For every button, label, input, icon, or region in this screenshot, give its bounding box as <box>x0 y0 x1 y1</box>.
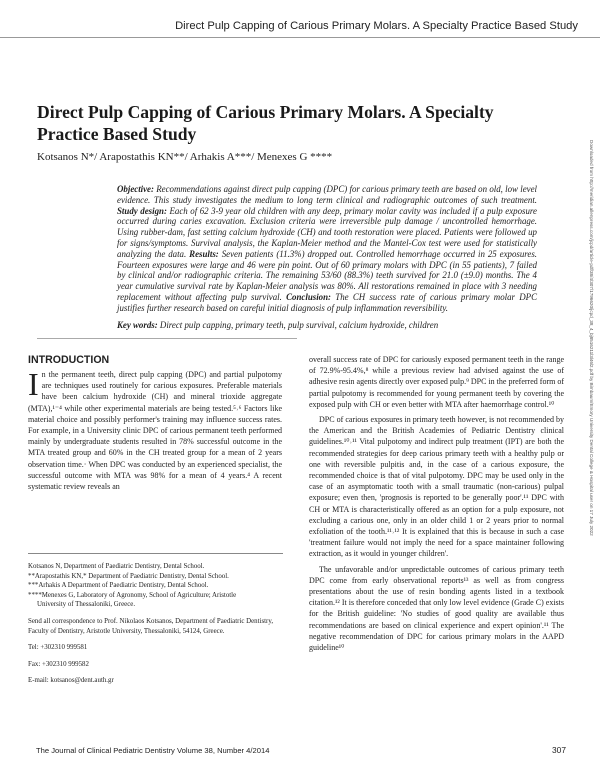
abstract-conclusion: The CH success rate of carious primary molar DPC justifies further research based on careful initial diagnosis of pulp inflammation reversibility. <box>117 291 538 313</box>
download-watermark-text: Downloaded from http://meridian.allenpress.com/jcpd/article-pdf/38/4/307/1796620/jcpd_38_4_bj8516211l3l46l2.pdf by Birnbaum/Emory University Dental College & Hospital user on 17 July 2022 <box>589 140 594 536</box>
abstract-results: Seven patients (11.3%) dropped out. Controlled hemorrhage occurred in 25 exposures. Fourteen exposures were large and 46 were pin point. Out of 60 primary molars with DPC (in 55 patients), 7 failed by clinical and/or radiographic criteria. The remaining 53/60 (88.3%) teeth survived for 21.0 (±9.0) months. The 4 year cumulative survival rate by Kaplan-Meier analysis was 80%. All restorations remained in place with 3 needing replacement without affecting pulp survival. <box>117 248 538 302</box>
left-column <box>28 354 282 496</box>
abstract-conclusion-label: Conclusion: <box>286 291 332 302</box>
abstract-results-label: Results: <box>189 248 219 259</box>
introduction-heading: INTRODUCTION <box>28 354 110 366</box>
correspondence: Send all correspondence to Prof. Nikolaos Kotsanos, Department of Paediatric Dentistry, Faculty of Dentistry, Aristotle University, Thessaloniki, 54124, Greece. <box>28 617 274 635</box>
fax: Fax: +302310 999582 <box>28 660 89 668</box>
abstract-design-label: Study design: <box>117 205 167 216</box>
right-paragraph-3: The unfavorable and/or unpredictable outcomes of carious primary teeth DPC come from early observational reports¹³ as well as from congress presentations about the use of resin bonding agents listed in a textbook citation.¹² It is therefore conceded that only low level evidence (Grade C) exists for the British guideline: 'No studies of good quality are available thus recommendations are based on clinical experience and expert opinion'.¹¹ The negative recommendation of DPC for carious primary molars in the AAPD guideline¹⁰ <box>309 564 564 653</box>
affiliation-1: Kotsanos N, Department of Paediatric Dentistry, Dental School. <box>28 563 205 570</box>
introduction-paragraph-1 <box>28 366 282 492</box>
footer-journal: The Journal of Clinical Pediatric Dentistry Volume 38, Number 4/2014 <box>36 746 270 755</box>
affiliation-4: ****Menexes G, Laboratory of Agronomy, School of Agriculture; Aristotle <box>28 591 237 599</box>
affiliation-4-cont: University of Thessaloniki, Greece. <box>37 601 136 609</box>
download-watermark <box>585 140 597 700</box>
header-divider <box>0 37 600 38</box>
right-paragraph-2: DPC of carious exposures in primary teeth however, is not recommended by the American and the British Academies of Pediatric Dentistry clinical guidelines.¹⁰˒¹¹ Vital pulpotomy and indirect pulp treatment (IPT) are both the recommended strategies for deep carious primary teeth with a healthy pulp or one with reversible pulpitis and, in the case of a carious exposure, the recommended choice is that of vital pulpotomy. DPC may be used only in the case of an asymptomatic tooth with a small traumatic (non-carious) pulpal exposure; even then, 'prognosis is reported to be generally poor'.¹¹ DPC with CH or MTA is characteristically offered as an option for a pulp exposure, not excluding a carious one, only in an older child 1 or 2 years prior to normal exfoliation of the tooth.¹¹˒¹² It is explained that this is because in such a case 'treatment failure would not imply the need for a space maintainer following extraction, as it would in younger children'. <box>309 415 564 559</box>
keywords-divider <box>37 338 297 339</box>
abstract-design: Each of 62 3-9 year old children with any deep, primary molar cavity was included if a pulp exposure occurred during caries excavation. Exclusion criteria were irreversible pulp damage / uncontrolled hemorrhage. Using rubber-dam, fast setting calcium hydroxide (CH) and tooth restoration were placed. Patients were followed up for signs/symptoms. Survival analysis, the Kaplan-Meier method and the Mantel-Cox test were used for statistically analyzing the data. <box>117 205 537 259</box>
email: E-mail: kotsanos@dent.auth.gr <box>28 677 114 685</box>
affiliation-divider <box>28 553 283 554</box>
affiliation-2: **Arapostathis KN,* Department of Paediatric Dentistry, Dental School. <box>28 572 229 580</box>
right-paragraph-1: overall success rate of DPC for cariously exposed permanent teeth in the range of 72.9%-95.4%,⁸ while a previous review had advised against the use of adhesive resin agents directly over exposed pulp.⁹ DPC in the preferred form of partial pulpotomy is recommended for young permanent teeth by covering the exposed pulp with CH or even better with MTA after haemorrhage control.¹⁰ <box>309 355 564 409</box>
abstract <box>117 184 537 314</box>
affiliations <box>28 562 283 686</box>
author-list: Kotsanos N*/ Arapostathis KN**/ Arhakis A***/ Menexes G **** <box>37 151 333 163</box>
article-title: Direct Pulp Capping of Carious Primary Molars. A Specialty Practice Based Study <box>37 102 494 144</box>
abstract-objective: Recommendations against direct pulp capping (DPC) for carious primary teeth are based on old, low level evidence. This study investigates the medium to long term clinical and radiographic outcomes of such treatment. <box>117 184 537 205</box>
running-head: Direct Pulp Capping of Carious Primary Molars. A Specialty Practice Based Study <box>175 20 578 32</box>
page-number: 307 <box>552 745 566 755</box>
keywords <box>117 320 537 330</box>
right-column <box>309 354 564 657</box>
drop-cap: I <box>28 366 39 402</box>
keywords-label: Key words: <box>117 320 158 330</box>
affiliation-3: ***Arhakis A Department of Paediatric Dentistry, Dental School. <box>28 582 209 590</box>
abstract-objective-label: Objective: <box>117 184 154 194</box>
keywords-text: Direct pulp capping, primary teeth, pulp survival, calcium hydroxide, children <box>159 320 439 330</box>
telephone: Tel: +302310 999581 <box>28 644 88 652</box>
introduction-paragraph-1-text: n the permanent teeth, direct pulp capping (DPC) and partial pulpotomy are techniques used routinely for carious exposures. Preferable materials have been calcium hydroxide (CH) and mineral trioxide aggregate (MTA),¹⁻⁴ while other experimental materials are being tested.⁵˒⁶ Factors like material choice and possibly performer's training may influence success rates. For example, in a University clinic DPC of carious permanent teeth performed mainly by undergraduate students resulted in 78% successful outcome in the MTA treated group and 60% in the CH treated group for a mean of 2 years observation time.· When DPC was conducted by an experienced specialist, the successful outcome with MTA was 98% for a mean of 4 years.⁴ A recent systematic review reveals an <box>28 370 282 492</box>
